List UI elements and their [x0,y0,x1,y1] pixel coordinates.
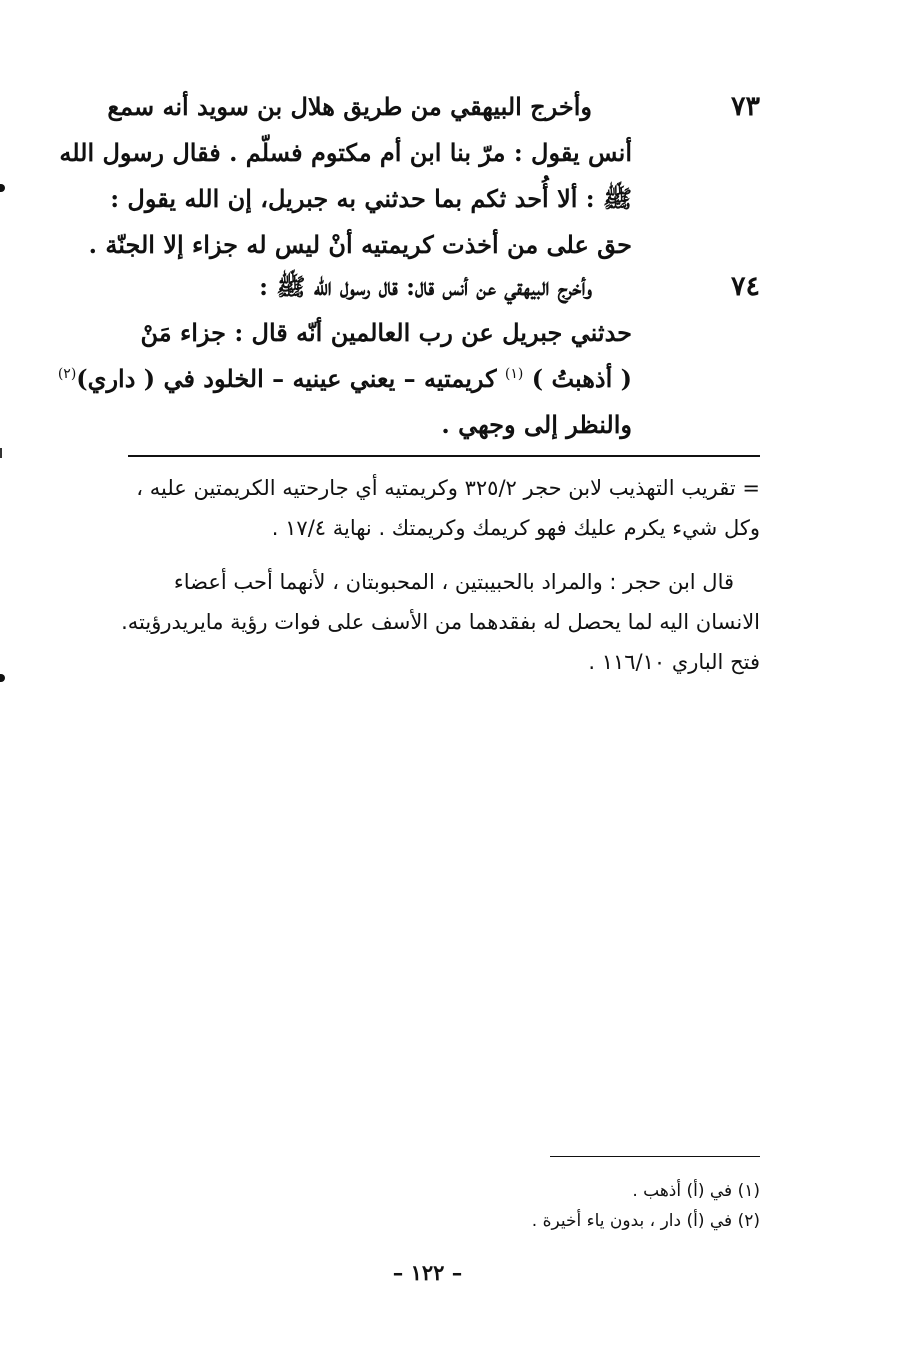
scan-edge-mark [0,674,5,682]
footnote-divider [550,1156,760,1157]
commentary-paragraph-2 [121,562,760,682]
entry-line: أنس يقول : مرّ بنا ابن أم مكتوم فسلّم . فقال رسول الله [59,138,632,167]
entry-line: ( أذهبتُ ) $^{(١)}$ كريمتيه – يعني عينيه – الخلود في ( داري)$^{(٢)}$ [57,364,632,393]
commentary-paragraph-1 [128,468,760,548]
footnote-1: (١) في (أ) أذهب . [632,1181,760,1201]
entry-line: وأخرج البيهقي عن أنس قال: قال رسول الله ﷺ : [259,272,592,301]
hadith-entry-74 [57,264,760,444]
entry-line: وأخرج البيهقي من طريق هلال بن سويد أنه سمع [107,92,592,121]
entry-text [59,84,632,268]
footnote-2: (٢) في (أ) دار ، بدون ياء أخيرة . [531,1211,760,1231]
page-number: – ١٢٢ – [392,1260,463,1285]
footnotes [340,1176,760,1236]
commentary-line: = تقريب التهذيب لابن حجر ٣٢٥/٢ وكريمتيه أي جارحتيه الكريمتين عليه ، [136,476,760,500]
footnote-mark-1: (١) [504,366,524,382]
commentary-line: وكل شيء يكرم عليك فهو كريمك وكريمتك . نهاية ١٧/٤ . [271,516,760,540]
entry-text [57,264,632,448]
hadith-entry-73 [59,84,760,259]
commentary-line: قال ابن حجر : والمراد بالحبيبتين ، المحبوبتان ، لأنهما أحب أعضاء [173,570,734,594]
commentary-line: الانسان اليه لما يحصل له بفقدهما من الأسف على فوات رؤية مايريدرؤيته. [121,610,760,634]
entry-line: حدثني جبريل عن رب العالمين أنّه قال : جزاء مَنْ [140,318,632,347]
entry-number: ٧٤ [730,271,760,302]
section-divider [128,455,760,457]
footnote-mark-2: (٢) [57,366,77,382]
entry-line: حق على من أخذت كريمتيه أنْ ليس له جزاء إلا الجنّة . [88,230,632,259]
scan-edge-mark [0,184,5,192]
entry-line: ﷺ : ألا أُحد ثكم بما حدثني به جبريل، إن الله يقول : [110,184,632,213]
scan-edge-mark [0,448,2,458]
entry-line: والنظر إلى وجهي . [441,410,632,439]
commentary-line: فتح الباري ١١٦/١٠ . [588,650,760,674]
entry-number: ٧٣ [730,91,760,122]
